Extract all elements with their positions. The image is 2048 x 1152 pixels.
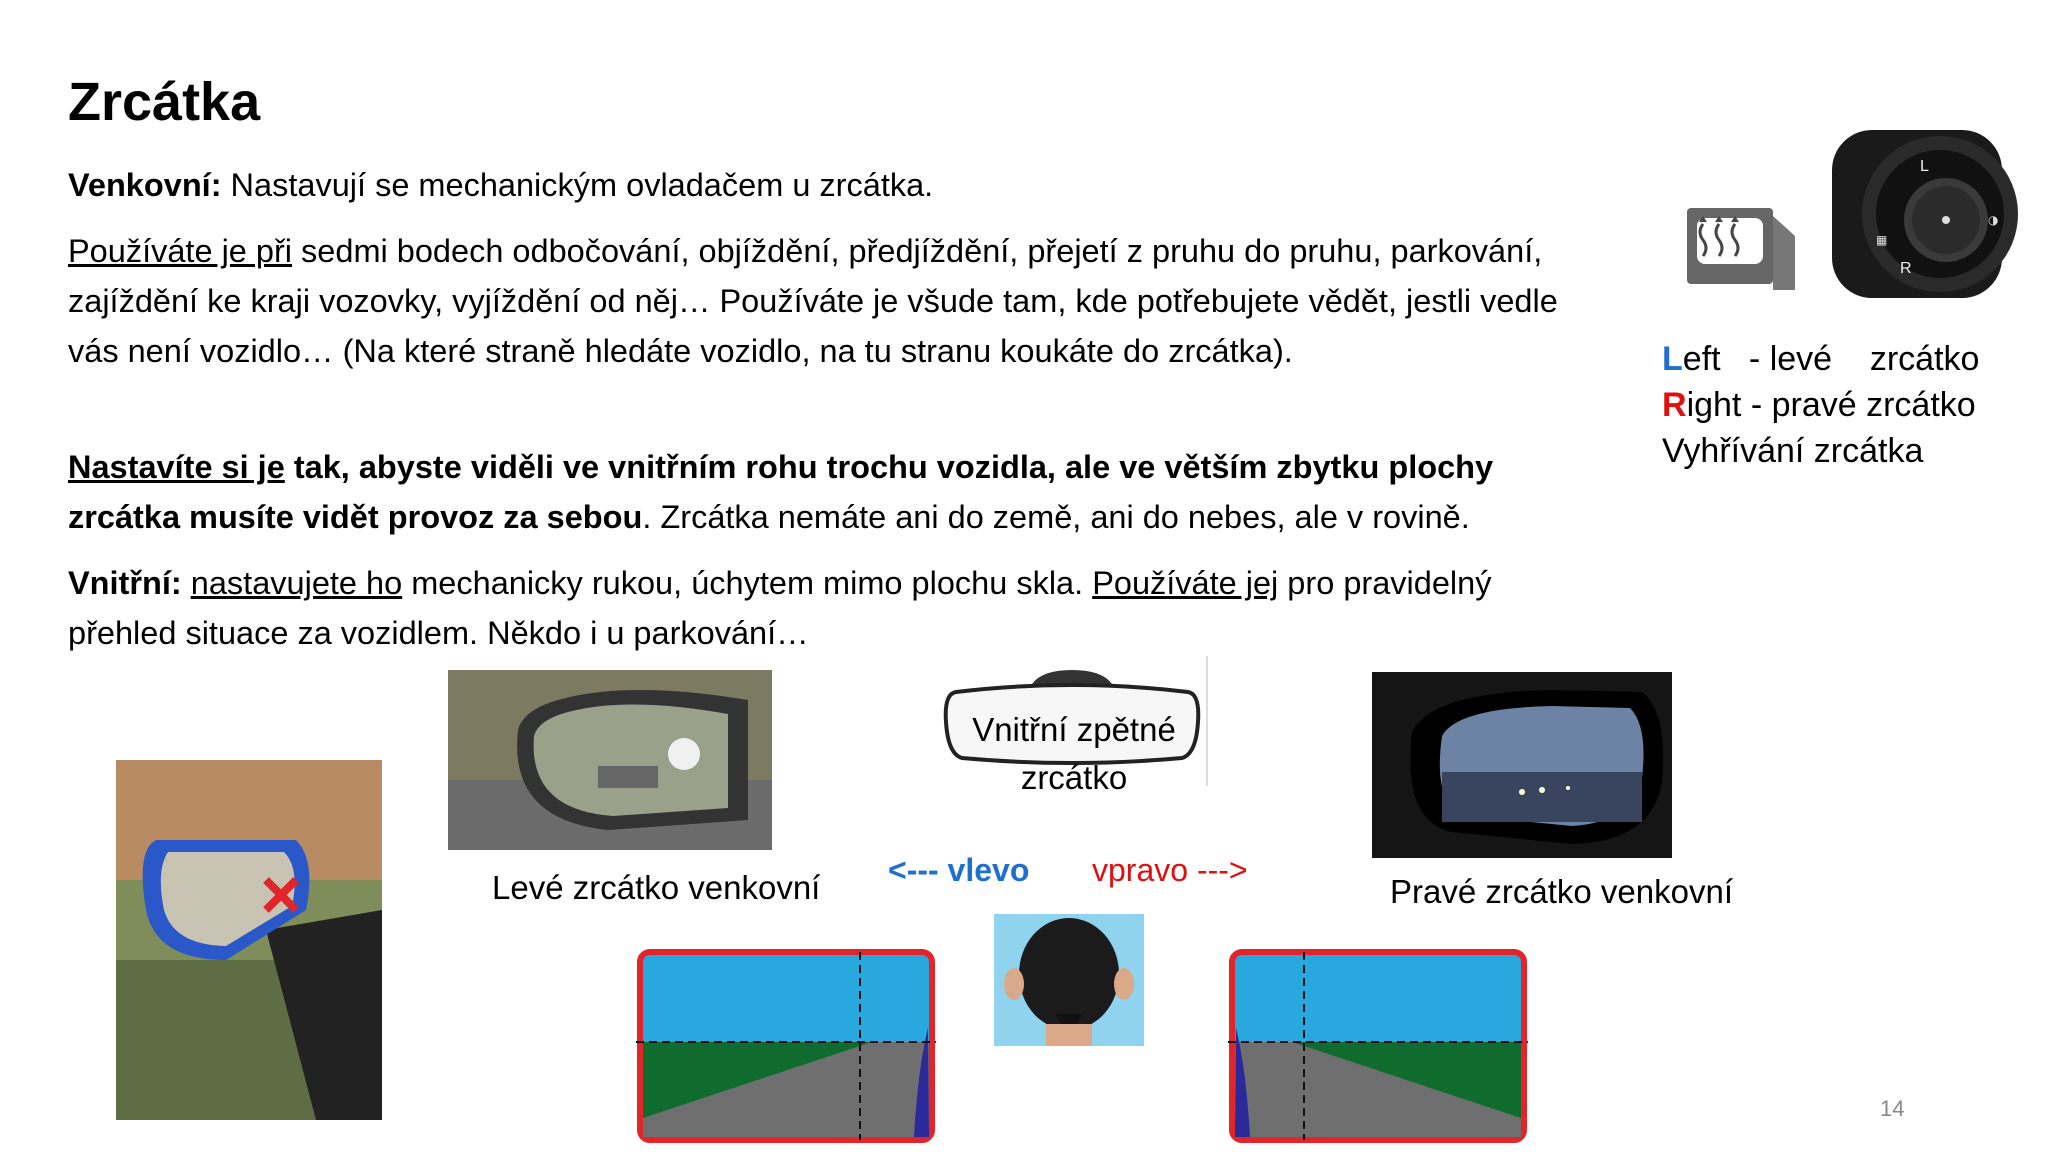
heated-mirror-icon [1685, 206, 1797, 290]
blindspot-mirror-photo [116, 760, 382, 1120]
paragraph-usage [68, 226, 1588, 376]
page-number: 14 [1880, 1096, 1905, 1121]
right-mirror-view-diagram [1228, 948, 1528, 1144]
paragraph-interior [68, 558, 1588, 658]
text-exterior: Nastavují se mechanickým ovladačem u zrcátka. [221, 167, 934, 203]
knob-letter-l: L [1920, 158, 1929, 175]
paragraph-setup [68, 442, 1588, 542]
page-title: Zrcátka [68, 72, 261, 132]
legend-left-text: eft - levé zrcátko [1682, 340, 1980, 378]
inner-mirror-caption-1: Vnitřní zpětné [972, 711, 1176, 748]
right-mirror-caption: Pravé zrcátko venkovní [1390, 873, 1733, 910]
legend-left [1662, 336, 1979, 382]
spacer [182, 565, 191, 601]
underline-adjust: nastavujete ho [190, 565, 403, 601]
text-interior-2: pro pravidelný přehled situace za vozidlem. Někdo i u parkování… [68, 565, 1492, 651]
label-interior: Vnitřní: [68, 565, 182, 601]
text-usage: sedmi bodech odbočování, objíždění, předjíždění, přejetí z pruhu do pruhu, parkování, zajíždění ke kraji vozovky, vyjíždění od něj… Používáte je všude tam, kde potřebujete vědět, jestli vedle vás není vozidlo… (Na které straně hledáte vozidlo, na tu stranu koukáte do zrcátka). [68, 233, 1558, 369]
mirror-control-knob [1828, 124, 2028, 304]
paragraph-exterior [68, 160, 1588, 210]
underline-use: Používáte jej [1092, 565, 1279, 601]
svg-text:▦: ▦ [1876, 233, 1888, 247]
control-legend [1662, 336, 1979, 474]
text-setup: . Zrcátka nemáte ani do země, ani do nebes, ale v rovině. [642, 499, 1470, 535]
legend-letter-l: L [1662, 340, 1683, 378]
inner-mirror-caption-2: zrcátko [1020, 759, 1128, 796]
bold-setup: tak, abyste viděli ve vnitřním rohu trochu vozidla, ale ve větším zbytku plochy zrcátka musíte vidět provoz za sebou [68, 449, 1494, 535]
left-mirror-caption: Levé zrcátko venkovní [492, 869, 821, 906]
right-mirror-photo [1372, 672, 1672, 858]
driver-head-photo [994, 914, 1144, 1046]
left-mirror-photo [448, 670, 772, 850]
arrow-left-label: <--- vlevo [888, 852, 1030, 888]
arrow-right-label: vpravo ---> [1092, 852, 1248, 888]
divider [1206, 656, 1208, 786]
legend-right [1662, 382, 1979, 428]
knob-letter-r: R [1900, 260, 1912, 277]
legend-heat: Vyhřívání zrcátka [1662, 432, 1924, 470]
svg-text:◑: ◑ [1988, 213, 1999, 227]
legend-right-text: ight - pravé zrcátko [1686, 386, 1976, 424]
label-exterior: Venkovní: [68, 167, 222, 203]
left-mirror-view-diagram [636, 948, 936, 1144]
lead-usage: Používáte je při [68, 233, 293, 269]
lead-setup: Nastavíte si je [68, 449, 285, 485]
text-interior-1: mechanicky rukou, úchytem mimo plochu skla. [402, 565, 1093, 601]
legend-letter-r: R [1662, 386, 1687, 424]
